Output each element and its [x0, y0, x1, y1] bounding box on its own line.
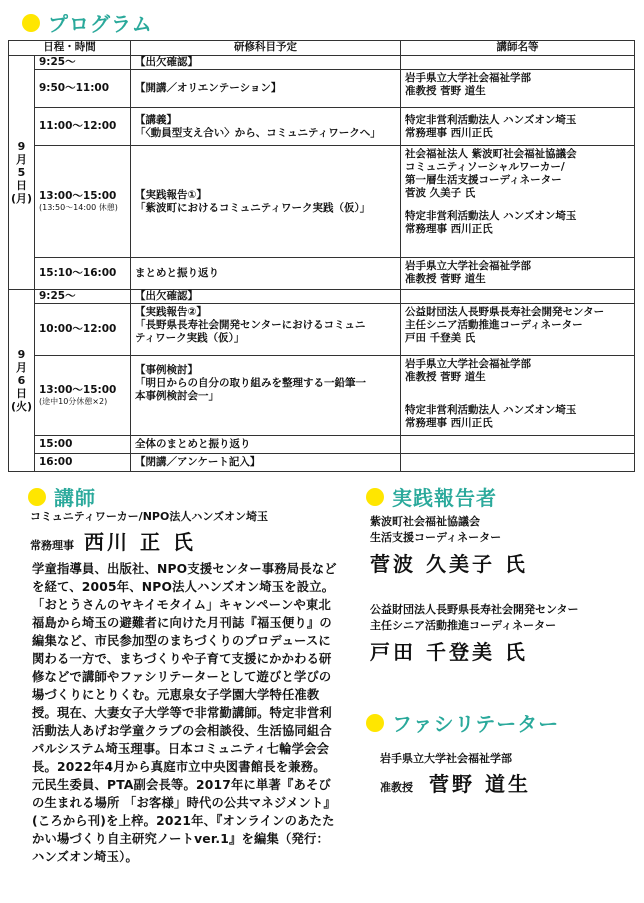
table-row: [9, 304, 635, 356]
subject-cell: 【事例検討】 「明日からの自分の取り組みを整理する一鉛筆一 本事例検討会一」: [131, 356, 401, 436]
day1-label: 9 月 5 日 (月): [9, 56, 35, 290]
lecturer-heading: [28, 482, 96, 511]
time-note: (13:50～14:00 休憩): [39, 203, 118, 212]
subject-cell: 【出欠確認】: [131, 290, 401, 304]
subject-cell: まとめと振り返り: [131, 258, 401, 290]
time-cell: 15:10～16:00: [35, 258, 131, 290]
table-row: [9, 108, 635, 146]
lecturer-heading-text: 講師: [54, 486, 96, 510]
lecturer-cell: 岩手県立大学社会福祉学部 准教授 菅野 道生: [401, 70, 635, 108]
subject-cell: 【実践報告②】 「長野県長寿社会開発センターにおけるコミュニ ティワーク実践（仮）」: [131, 304, 401, 356]
table-row: [9, 356, 635, 436]
lecturer-name-line: [30, 526, 196, 555]
subject-cell: 全体のまとめと振り返り: [131, 436, 401, 454]
lecturer-name: 西川 正 氏: [84, 530, 196, 554]
lecturer-cell: [401, 436, 635, 454]
header-lecturer: 講師名等: [401, 41, 635, 56]
reporter-1: [370, 514, 501, 546]
subject-cell: 【出欠確認】: [131, 56, 401, 70]
reporter-2-name: 戸田 千登美 氏: [370, 640, 528, 664]
header-datetime: 日程・時間: [9, 41, 131, 56]
facilitator-heading-text: ファシリテーター: [392, 712, 560, 736]
facilitator-org: 岩手県立大学社会福祉学部: [380, 752, 512, 765]
reporters-heading: [366, 482, 497, 511]
facilitator-name: 菅野 道生: [429, 772, 531, 796]
lecturer-role: 常務理事: [30, 539, 74, 552]
time-cell: 15:00: [35, 436, 131, 454]
table-row: [9, 56, 635, 70]
time-note: (途中10分休憩×2): [39, 397, 108, 406]
time-cell: 13:00～15:00 (13:50～14:00 休憩): [35, 146, 131, 258]
time-cell: 9:50～11:00: [35, 70, 131, 108]
yellow-dot-icon: [366, 714, 384, 732]
yellow-dot-icon: [28, 488, 46, 506]
yellow-dot-icon: [22, 14, 40, 32]
table-row: [9, 258, 635, 290]
subject-cell: 【講義】 「〈動員型支え合い〉から、コミュニティワークへ」: [131, 108, 401, 146]
subject-cell: 【閉講／アンケート記入】: [131, 454, 401, 472]
subject-cell: 【開講／オリエンテーション】: [131, 70, 401, 108]
yellow-dot-icon: [366, 488, 384, 506]
reporter-2: [370, 602, 579, 634]
table-row: [9, 290, 635, 304]
reporter-1-title: 生活支援コーディネーター: [370, 531, 502, 544]
time-cell: 16:00: [35, 454, 131, 472]
time-cell: 11:00～12:00: [35, 108, 131, 146]
lecturer-cell: [401, 290, 635, 304]
table-row: [9, 70, 635, 108]
reporter-2-title: 主任シニア活動推進コーディネーター: [370, 619, 557, 632]
lecturer-bio: 学童指導員、出版社、NPO支援センター事務局長などを経て、2005年、NPO法人ハンズオン埼玉を設立。「おとうさんのヤキイモタイム」キャンペーンや東北福島から埼玉の避難者に向けた月刊誌『福玉便り』の編集など、市民参加型のまちづくりのプロデュースに関わる一方で、まちづくりや子育て支援にかかわる研修などで講師やファシリテーターとして遊びと学びの場づくりにとりくむ。元恵泉女子学園大学特任准教授。現在、大妻女子大学等で非常勤講師。特定非営利活動法人あげお学童クラブの会相談役、生活協同組合パルシステム埼玉理事。日本コミュニティ七輪学会会長。2022年4月から真庭市立中央図書館長を兼務。元民生委員、PTA副会長等。2017年に単著『あそびの生まれる場所 「お客様」時代の公共マネジメント』(ころから刊)を上梓。2021年、『オンラインのあたたかい場づくり自主研究ノートver.1』を編集（発行：ハンズオン埼玉）。: [32, 562, 337, 864]
lecturer-cell: 社会福祉法人 紫波町社会福祉協議会 コミュニティソーシャルワーカー/ 第一層生活支援コーディネーター 菅波 久美子 氏 特定非営利活動法人 ハンズオン埼玉 常務理事 西川正氏: [401, 146, 635, 258]
time-cell: 9:25～: [35, 56, 131, 70]
facilitator-name-line: [380, 768, 531, 797]
facilitator-heading: [366, 708, 559, 737]
day2-label: 9 月 6 日 (火): [9, 290, 35, 472]
table-row: [9, 146, 635, 258]
time-cell: 13:00～15:00 (途中10分休憩×2): [35, 356, 131, 436]
time-cell: 9:25～: [35, 290, 131, 304]
time-cell: 10:00～12:00: [35, 304, 131, 356]
table-row: [9, 436, 635, 454]
subject-cell: 【実践報告①】 「紫波町におけるコミュニティワーク実践（仮）」: [131, 146, 401, 258]
reporters-heading-text: 実践報告者: [392, 486, 497, 510]
facilitator-role: 准教授: [380, 781, 413, 794]
program-heading: [22, 8, 153, 37]
lecturer-org: コミュニティワーカー/NPO法人ハンズオン埼玉: [30, 510, 268, 523]
program-heading-text: プログラム: [48, 12, 153, 36]
reporter-2-org: 公益財団法人長野県長寿社会開発センター: [370, 603, 579, 616]
reporter-1-name: 菅波 久美子 氏: [370, 552, 528, 576]
table-row: [9, 454, 635, 472]
program-table: [8, 40, 635, 472]
lecturer-cell: 特定非営利活動法人 ハンズオン埼玉 常務理事 西川正氏: [401, 108, 635, 146]
lecturer-cell: 公益財団法人長野県長寿社会開発センター 主任シニア活動推進コーディネーター 戸田 千登美 氏: [401, 304, 635, 356]
lecturer-cell: [401, 56, 635, 70]
lecturer-cell: 岩手県立大学社会福祉学部 准教授 菅野 道生: [401, 258, 635, 290]
lecturer-cell: 岩手県立大学社会福祉学部 准教授 菅野 道生 特定非営利活動法人 ハンズオン埼玉 常務理事 西川正氏: [401, 356, 635, 436]
table-header-row: [9, 41, 635, 56]
header-subject: 研修科目予定: [131, 41, 401, 56]
lecturer-cell: [401, 454, 635, 472]
reporter-1-org: 紫波町社会福祉協議会: [370, 515, 480, 528]
